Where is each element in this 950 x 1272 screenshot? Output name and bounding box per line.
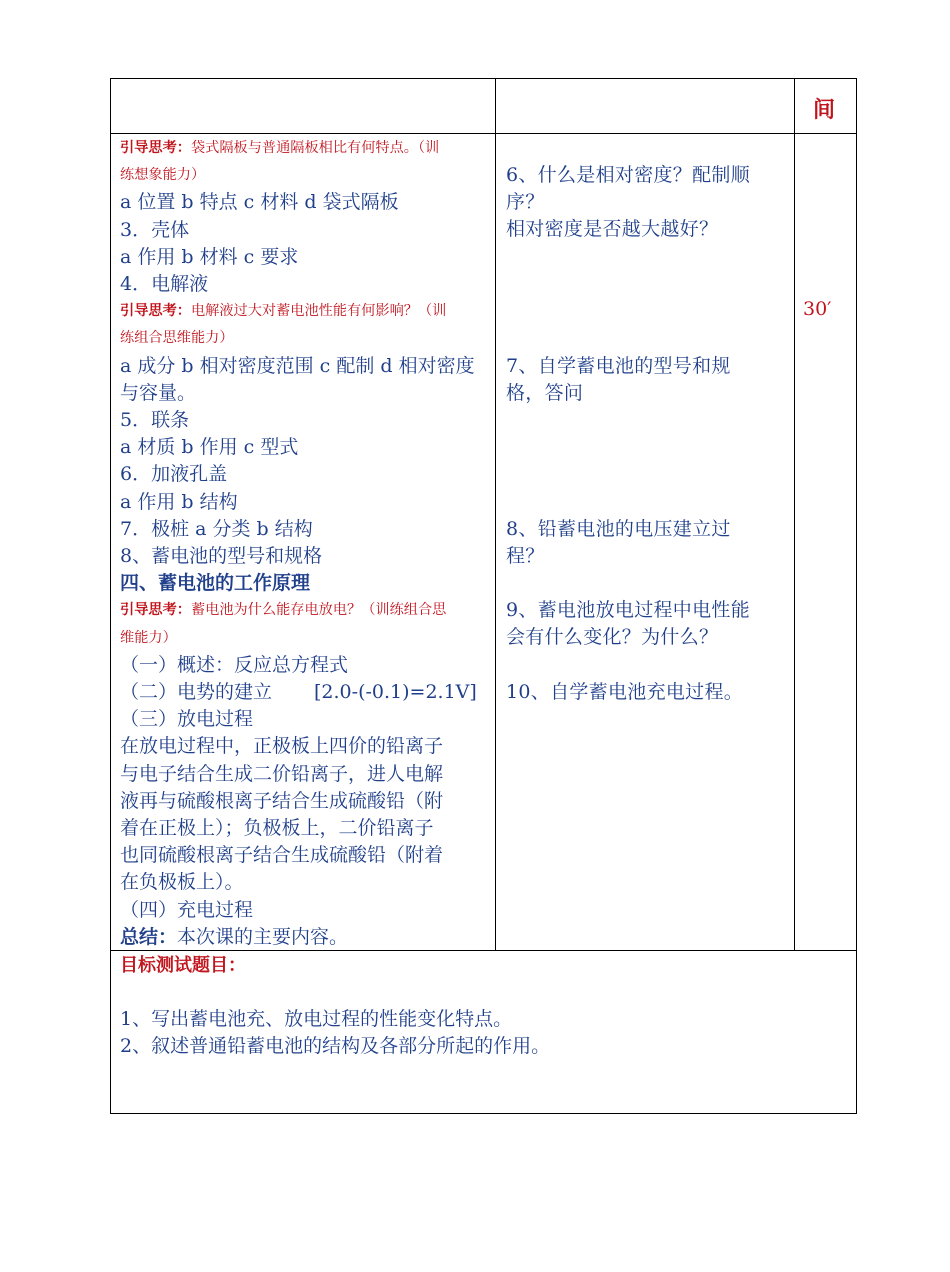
left-line: a 材质 b 作用 c 型式	[120, 436, 299, 459]
column-divider-1	[495, 78, 496, 951]
left-line: a 作用 b 结构	[120, 490, 238, 513]
left-line: a 位置 b 特点 c 材料 d 袋式隔板	[120, 191, 399, 214]
question-9-cont: 会有什么变化？为什么？	[506, 626, 719, 648]
left-line: （一）概述：反应总方程式	[120, 653, 349, 676]
paragraph-line: 也同硫酸根离子结合生成硫酸铅（附着	[120, 844, 444, 867]
section-heading: 四、蓄电池的工作原理	[120, 572, 311, 595]
guide-question-3: 引导思考：蓄电池为什么能存电放电？（训练组合思	[120, 602, 447, 619]
column-divider-2	[794, 78, 795, 951]
question-6-cont: 序？	[506, 191, 545, 213]
question-9: 9、蓄电池放电过程中电性能	[506, 599, 750, 621]
left-line: 4．电解液	[120, 273, 209, 296]
header-time-cell: 间	[813, 97, 836, 123]
left-line: （二）电势的建立 [2.0-(-0.1)=2.1V]	[120, 681, 477, 704]
left-line: a 作用 b 材料 c 要求	[120, 245, 299, 268]
time-value: 30′	[803, 298, 832, 320]
question-7-cont: 格，答问	[506, 382, 584, 404]
paragraph-line: 在负极板上）。	[120, 871, 244, 894]
left-line: （四）充电过程	[120, 898, 254, 921]
left-line: 6．加液孔盖	[120, 463, 228, 486]
left-line: 7．极桩 a 分类 b 结构	[120, 517, 313, 540]
left-line: 5．联条	[120, 409, 190, 432]
left-line: 8、蓄电池的型号和规格	[120, 545, 323, 568]
left-line: （三）放电过程	[120, 708, 254, 731]
paragraph-line: 着在正极上）；负极板上，二价铅离子	[120, 817, 434, 840]
paragraph-line: 在放电过程中，正极板上四价的铅离子	[120, 735, 444, 758]
middle-content-cell	[506, 0, 791, 950]
guide-question-3-cont: 维能力）	[120, 629, 177, 646]
target-test-title: 目标测试题目：	[120, 955, 246, 976]
question-7: 7、自学蓄电池的型号和规	[506, 355, 731, 377]
left-line: 3．壳体	[120, 218, 190, 241]
question-6-extra: 相对密度是否越大越好？	[506, 218, 719, 240]
question-6: 6、什么是相对密度？配制顺	[506, 164, 750, 186]
guide-question-1: 引导思考：袋式隔板与普通隔板相比有何特点。（训	[120, 140, 440, 156]
test-item: 2、叙述普通铅蓄电池的结构及各部分所起的作用。	[120, 1035, 551, 1058]
guide-question-2: 引导思考：电解液过大对蓄电池性能有何影响？（训	[120, 303, 447, 320]
paragraph-line: 与电子结合生成二价铅离子，进人电解	[120, 762, 444, 785]
question-8: 8、铅蓄电池的电压建立过	[506, 518, 731, 540]
target-test-section	[120, 952, 850, 1061]
paragraph-line: 液再与硫酸根离子结合生成硫酸铅（附	[120, 789, 444, 812]
left-line: 与容量。	[120, 381, 197, 404]
test-item: 1、写出蓄电池充、放电过程的性能变化特点。	[120, 1008, 513, 1031]
question-8-cont: 程？	[506, 545, 545, 567]
question-10: 10、自学蓄电池充电过程。	[506, 681, 744, 703]
left-line: a 成分 b 相对密度范围 c 配制 d 相对密度	[120, 354, 475, 377]
summary-line: 总结：本次课的主要内容。	[120, 925, 349, 948]
guide-question-2-cont: 练组合思维能力）	[120, 330, 234, 347]
left-content-cell	[120, 135, 492, 951]
guide-question-1-cont: 练想象能力）	[120, 167, 206, 184]
